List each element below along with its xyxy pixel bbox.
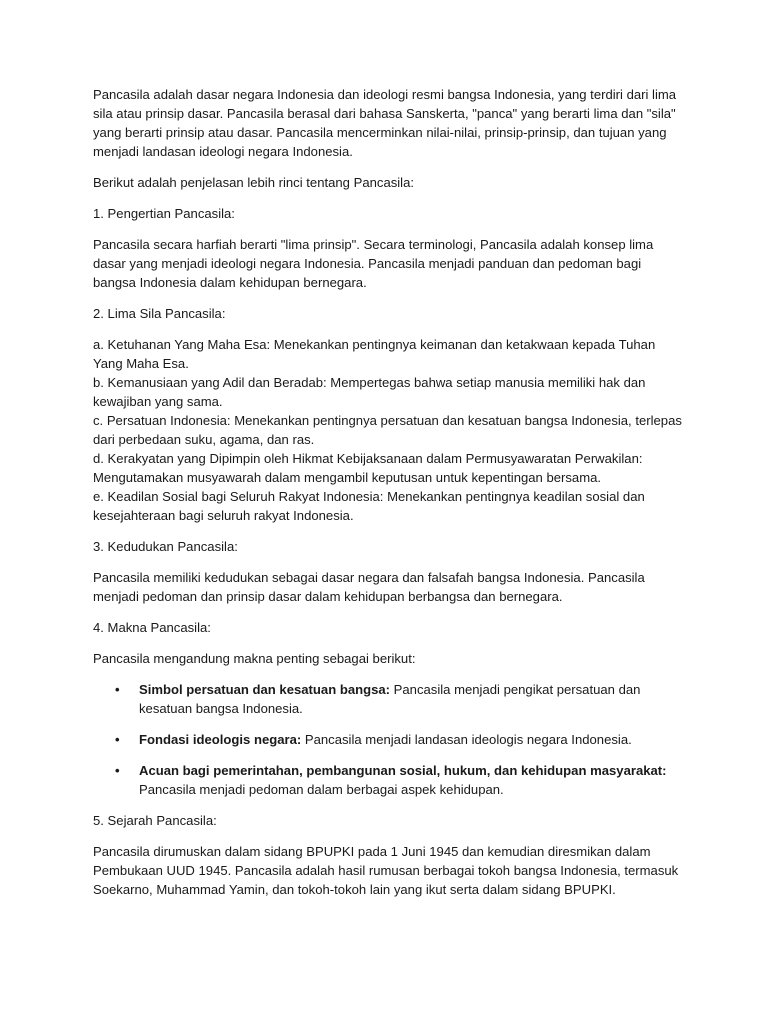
section-body-makna: Pancasila mengandung makna penting sebagai berikut: — [93, 651, 416, 666]
lead-paragraph: Berikut adalah penjelasan lebih rinci tentang Pancasila: — [93, 175, 415, 190]
sila-item-e: e. Keadilan Sosial bagi Seluruh Rakyat Indonesia: Menekankan pentingnya keadilan sosial dan kesejahteraan bagi seluruh rakyat Indonesia. — [93, 489, 645, 523]
intro-paragraph: Pancasila adalah dasar negara Indonesia dan ideologi resmi bangsa Indonesia, yang terdiri dari lima sila atau prinsip dasar. Pancasila berasal dari bahasa Sanskerta, "panca" yang berarti lima dan "sila" yang berarti prinsip atau dasar. Pancasila mencerminkan nilai-nilai, prinsip-prinsip, dan tujuan yang menjadi landasan ideologi negara Indonesia. — [93, 87, 677, 159]
bullet-term: Simbol persatuan dan kesatuan bangsa: — [139, 682, 391, 697]
sila-item-d: d. Kerakyatan yang Dipimpin oleh Hikmat Kebijaksanaan dalam Permusyawaratan Perwakilan: Mengutamakan musyawarah dalam mengambil keputusan untuk kepentingan bersama. — [93, 451, 643, 485]
sila-item-c: c. Persatuan Indonesia: Menekankan pentingnya persatuan dan kesatuan bangsa Indonesia, terlepas dari perbedaan suku, agama, dan ras. — [93, 413, 682, 447]
section-body-sejarah: Pancasila dirumuskan dalam sidang BPUPKI pada 1 Juni 1945 dan kemudian diresmikan dalam Pembukaan UUD 1945. Pancasila adalah hasil rumusan berbagai tokoh bangsa Indonesia, termasuk Soekarno, Muhammad Yamin, dan tokoh-tokoh lain yang ikut serta dalam sidang BPUPKI. — [93, 844, 679, 897]
sila-item-a: a. Ketuhanan Yang Maha Esa: Menekankan pentingnya keimanan dan ketakwaan kepada Tuhan Yang Maha Esa. — [93, 337, 656, 371]
makna-bullet-list — [93, 680, 683, 799]
document-page — [93, 85, 683, 911]
section-heading-sejarah: 5. Sejarah Pancasila: — [93, 813, 217, 828]
section-heading-makna: 4. Makna Pancasila: — [93, 620, 211, 635]
makna-bullet-item — [93, 761, 683, 799]
section-body-pengertian: Pancasila secara harfiah berarti "lima prinsip". Secara terminologi, Pancasila adalah konsep lima dasar yang menjadi ideologi negara Indonesia. Pancasila menjadi panduan dan pedoman bagi bangsa Indonesia dalam kehidupan bernegara. — [93, 237, 654, 290]
bullet-icon: • — [115, 732, 120, 747]
bullet-icon: • — [115, 682, 120, 697]
makna-bullet-item — [93, 680, 683, 718]
makna-bullet-item — [93, 730, 683, 749]
bullet-icon: • — [115, 763, 120, 778]
sila-item-b: b. Kemanusiaan yang Adil dan Beradab: Mempertegas bahwa setiap manusia memiliki hak dan kewajiban yang sama. — [93, 375, 646, 409]
section-body-kedudukan: Pancasila memiliki kedudukan sebagai dasar negara dan falsafah bangsa Indonesia. Pancasila menjadi pedoman dan prinsip dasar dalam kehidupan berbangsa dan bernegara. — [93, 570, 645, 604]
section-heading-lima-sila: 2. Lima Sila Pancasila: — [93, 306, 226, 321]
bullet-term: Fondasi ideologis negara: — [139, 732, 302, 747]
bullet-text: Pancasila menjadi pedoman dalam berbagai aspek kehidupan. — [139, 782, 504, 797]
section-heading-kedudukan: 3. Kedudukan Pancasila: — [93, 539, 238, 554]
sila-list — [93, 335, 683, 525]
bullet-text: Pancasila menjadi landasan ideologis negara Indonesia. — [301, 732, 632, 747]
section-heading-pengertian: 1. Pengertian Pancasila: — [93, 206, 235, 221]
bullet-text: Pancasila menjadi pengikat persatuan dan kesatuan bangsa Indonesia. — [139, 682, 641, 716]
bullet-term: Acuan bagi pemerintahan, pembangunan sosial, hukum, dan kehidupan masyarakat: — [139, 763, 667, 778]
